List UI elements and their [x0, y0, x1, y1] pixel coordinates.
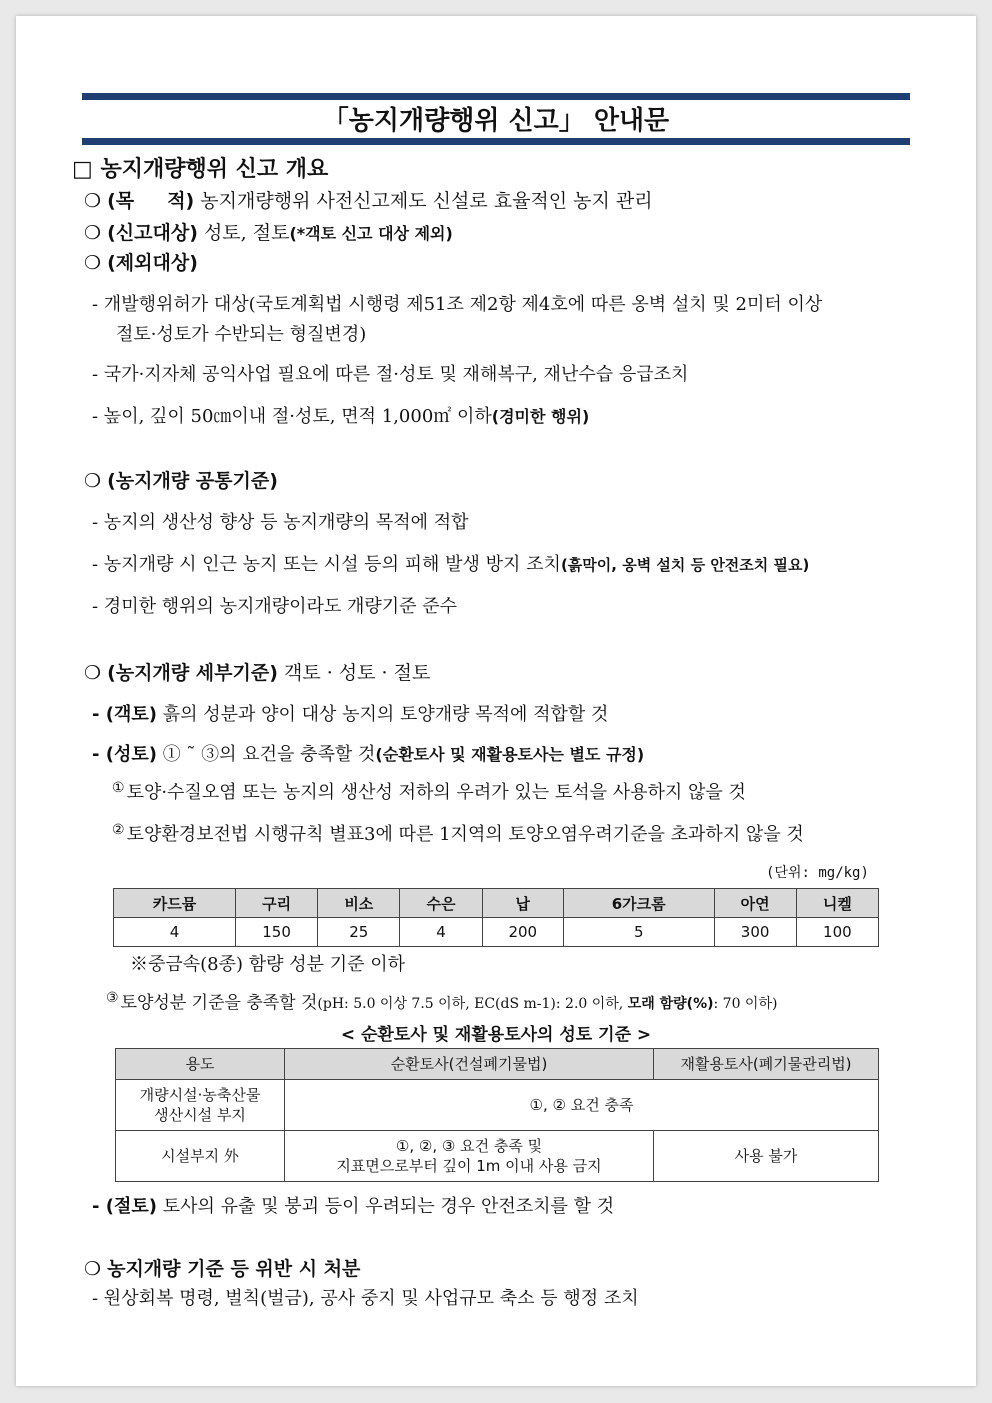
criterion-1-number: ①: [112, 780, 125, 796]
common-item-2-note: (흙막이, 옹벽 설치 등 안전조치 필요): [560, 556, 810, 574]
seongto-note: (순환토사 및 재활용토사는 별도 규정): [375, 745, 645, 764]
table-header-cell: 용도: [116, 1049, 285, 1080]
purpose-line: [84, 186, 653, 213]
seongto-text: ① ˜ ③의 요건을 충족할 것: [162, 744, 376, 765]
table-cell: 4: [400, 918, 482, 947]
table-cell: ①, ② 요건 충족: [285, 1080, 879, 1131]
table-header-cell: 순환토사(건설폐기물법): [285, 1049, 654, 1080]
detail-text: 객토 · 성토 · 절토: [283, 662, 431, 684]
table-cell: 사용 불가: [654, 1131, 879, 1182]
title-top-bar: [82, 93, 910, 100]
penalty-text: - 원상회복 명령, 벌칙(벌금), 공사 중지 및 사업규모 축소 등 행정 조치: [92, 1288, 639, 1309]
jeolto-text: 토사의 유출 및 붕괴 등이 우려되는 경우 안전조치를 할 것: [162, 1196, 615, 1217]
exclusion-label: (제외대상): [107, 252, 198, 274]
gaekto-line: [92, 700, 608, 726]
common-item-3: - 경미한 행위의 농지개량이라도 개량기준 준수: [92, 596, 458, 617]
exclusion-item-1: - 개발행위허가 대상(국토계획법 시행령 제51조 제2항 제4호에 따른 옹벽 설치 및 2미터 이상: [92, 294, 823, 315]
table-row: [116, 1080, 879, 1131]
common-label: (농지개량 공통기준): [107, 470, 278, 492]
criterion-1: [112, 778, 746, 804]
criterion-3-detail: (pH: 5.0 이상 7.5 이하, EC(dS m-1): 2.0 이하,: [317, 996, 628, 1012]
exclusion-item-1-cont: 절토·성토가 수반되는 형질변경): [116, 324, 367, 345]
circle-bullet-icon: ❍: [84, 222, 102, 244]
common-item-1: - 농지의 생산성 향상 등 농지개량의 목적에 적합: [92, 512, 469, 533]
table-cell: [285, 1131, 654, 1182]
gaekto-text: 흙의 성분과 양이 대상 농지의 토양개량 목적에 적합할 것: [162, 704, 609, 725]
section-heading-label: 농지개량행위 신고 개요: [100, 157, 329, 182]
section-heading: [72, 152, 328, 183]
table-cell: 시설부지 外: [116, 1131, 285, 1182]
criterion-1-text: 토양·수질오염 또는 농지의 생산성 저하의 우려가 있는 토석을 사용하지 않을 것: [126, 782, 746, 803]
seongto-label: - (성토): [92, 744, 157, 765]
criterion-2-text: 토양환경보전법 시행규칙 별표3에 따른 1지역의 토양오염우려기준을 초과하지 않을 것: [126, 824, 804, 845]
table-header-row: [116, 1049, 879, 1080]
circle-bullet-icon: ❍: [84, 1258, 102, 1280]
circle-bullet-icon: ❍: [84, 470, 102, 492]
heavy-metal-table: [113, 888, 879, 947]
table-header-cell: 비소: [318, 889, 400, 918]
target-note: (*객토 신고 대상 제외): [289, 224, 453, 243]
seongto-line: [92, 740, 644, 766]
jeolto-label: - (절토): [92, 1196, 157, 1217]
target-line: [84, 218, 453, 245]
circle-bullet-icon: ❍: [84, 252, 102, 274]
table-header-cell: 니켈: [796, 889, 878, 918]
penalty-label: 농지개량 기준 등 위반 시 처분: [107, 1258, 361, 1280]
criterion-2-number: ②: [112, 822, 125, 838]
criterion-3: [106, 988, 777, 1013]
metal-note: ※중금속(8종) 함량 성분 기준 이하: [130, 954, 406, 975]
recycle-soil-table: [115, 1048, 879, 1182]
table-cell: 100: [796, 918, 878, 947]
common-item-2-text: - 농지개량 시 인근 농지 또는 시설 등의 피해 발생 방지 조치: [92, 554, 561, 575]
recycle-table-title: < 순환토사 및 재활용토사의 성토 기준 >: [340, 1025, 652, 1045]
penalty-heading: [84, 1254, 360, 1281]
jeolto-line: [92, 1192, 614, 1218]
table-header-cell: 6가크롬: [563, 889, 714, 918]
criterion-3-end: : 70 이하): [713, 996, 778, 1012]
target-text: 성토, 절토: [203, 222, 290, 244]
unit-label: (단위: mg/kg): [766, 865, 869, 881]
table-cell: 5: [563, 918, 714, 947]
table-header-row: [114, 889, 879, 918]
table-header-cell: 수은: [400, 889, 482, 918]
table-cell: [116, 1080, 285, 1131]
table-cell: 300: [714, 918, 796, 947]
table-header-cell: 아연: [714, 889, 796, 918]
purpose-label: (목 적): [107, 190, 195, 212]
table-header-cell: 구리: [235, 889, 317, 918]
exclusion-item-3-text: - 높이, 깊이 50㎝이내 절·성토, 면적 1,000㎡ 이하: [92, 406, 492, 427]
exclusion-item-2: - 국가·지자체 공익사업 필요에 따른 절·성토 및 재해복구, 재난수습 응급조치: [92, 364, 689, 385]
detail-label: (농지개량 세부기준): [107, 662, 278, 684]
page-title: 「농지개량행위 신고」 안내문: [322, 106, 670, 136]
target-label: (신고대상): [107, 222, 198, 244]
gaekto-label: - (객토): [92, 704, 157, 725]
table-header-cell: 카드뮴: [114, 889, 236, 918]
criterion-3-number: ③: [106, 990, 119, 1006]
criterion-2: [112, 820, 804, 846]
exclusion-heading: [84, 248, 198, 275]
purpose-text: 농지개량행위 사전신고제도 신설로 효율적인 농지 관리: [200, 190, 653, 212]
table-cell: 25: [318, 918, 400, 947]
table-header-cell: 재활용토사(폐기물관리법): [654, 1049, 879, 1080]
circ-line: ①, ②, ③ 요건 충족 및: [395, 1137, 543, 1155]
common-item-2: [92, 550, 809, 576]
exclusion-item-3: [92, 402, 589, 428]
table-row: [116, 1131, 879, 1182]
table-cell: 150: [235, 918, 317, 947]
title-bottom-bar: [82, 138, 910, 145]
criterion-3-text: 토양성분 기준을 충족할 것: [120, 993, 318, 1013]
circ-line: 지표면으로부터 깊이 1m 이내 사용 금지: [336, 1157, 602, 1175]
table-cell: 200: [482, 918, 563, 947]
detail-heading: [84, 658, 430, 685]
circle-bullet-icon: ❍: [84, 190, 102, 212]
circle-bullet-icon: ❍: [84, 662, 102, 684]
table-cell: 4: [114, 918, 236, 947]
table-header-cell: 납: [482, 889, 563, 918]
checkbox-icon: □: [72, 157, 93, 182]
use-line: 생산시설 부지: [154, 1106, 246, 1124]
common-heading: [84, 466, 278, 493]
criterion-3-bold: 모래 함량(%): [627, 996, 714, 1012]
table-row: [114, 918, 879, 947]
exclusion-item-3-note: (경미한 행위): [491, 407, 590, 426]
use-line: 개량시설·농축산물: [139, 1086, 261, 1104]
